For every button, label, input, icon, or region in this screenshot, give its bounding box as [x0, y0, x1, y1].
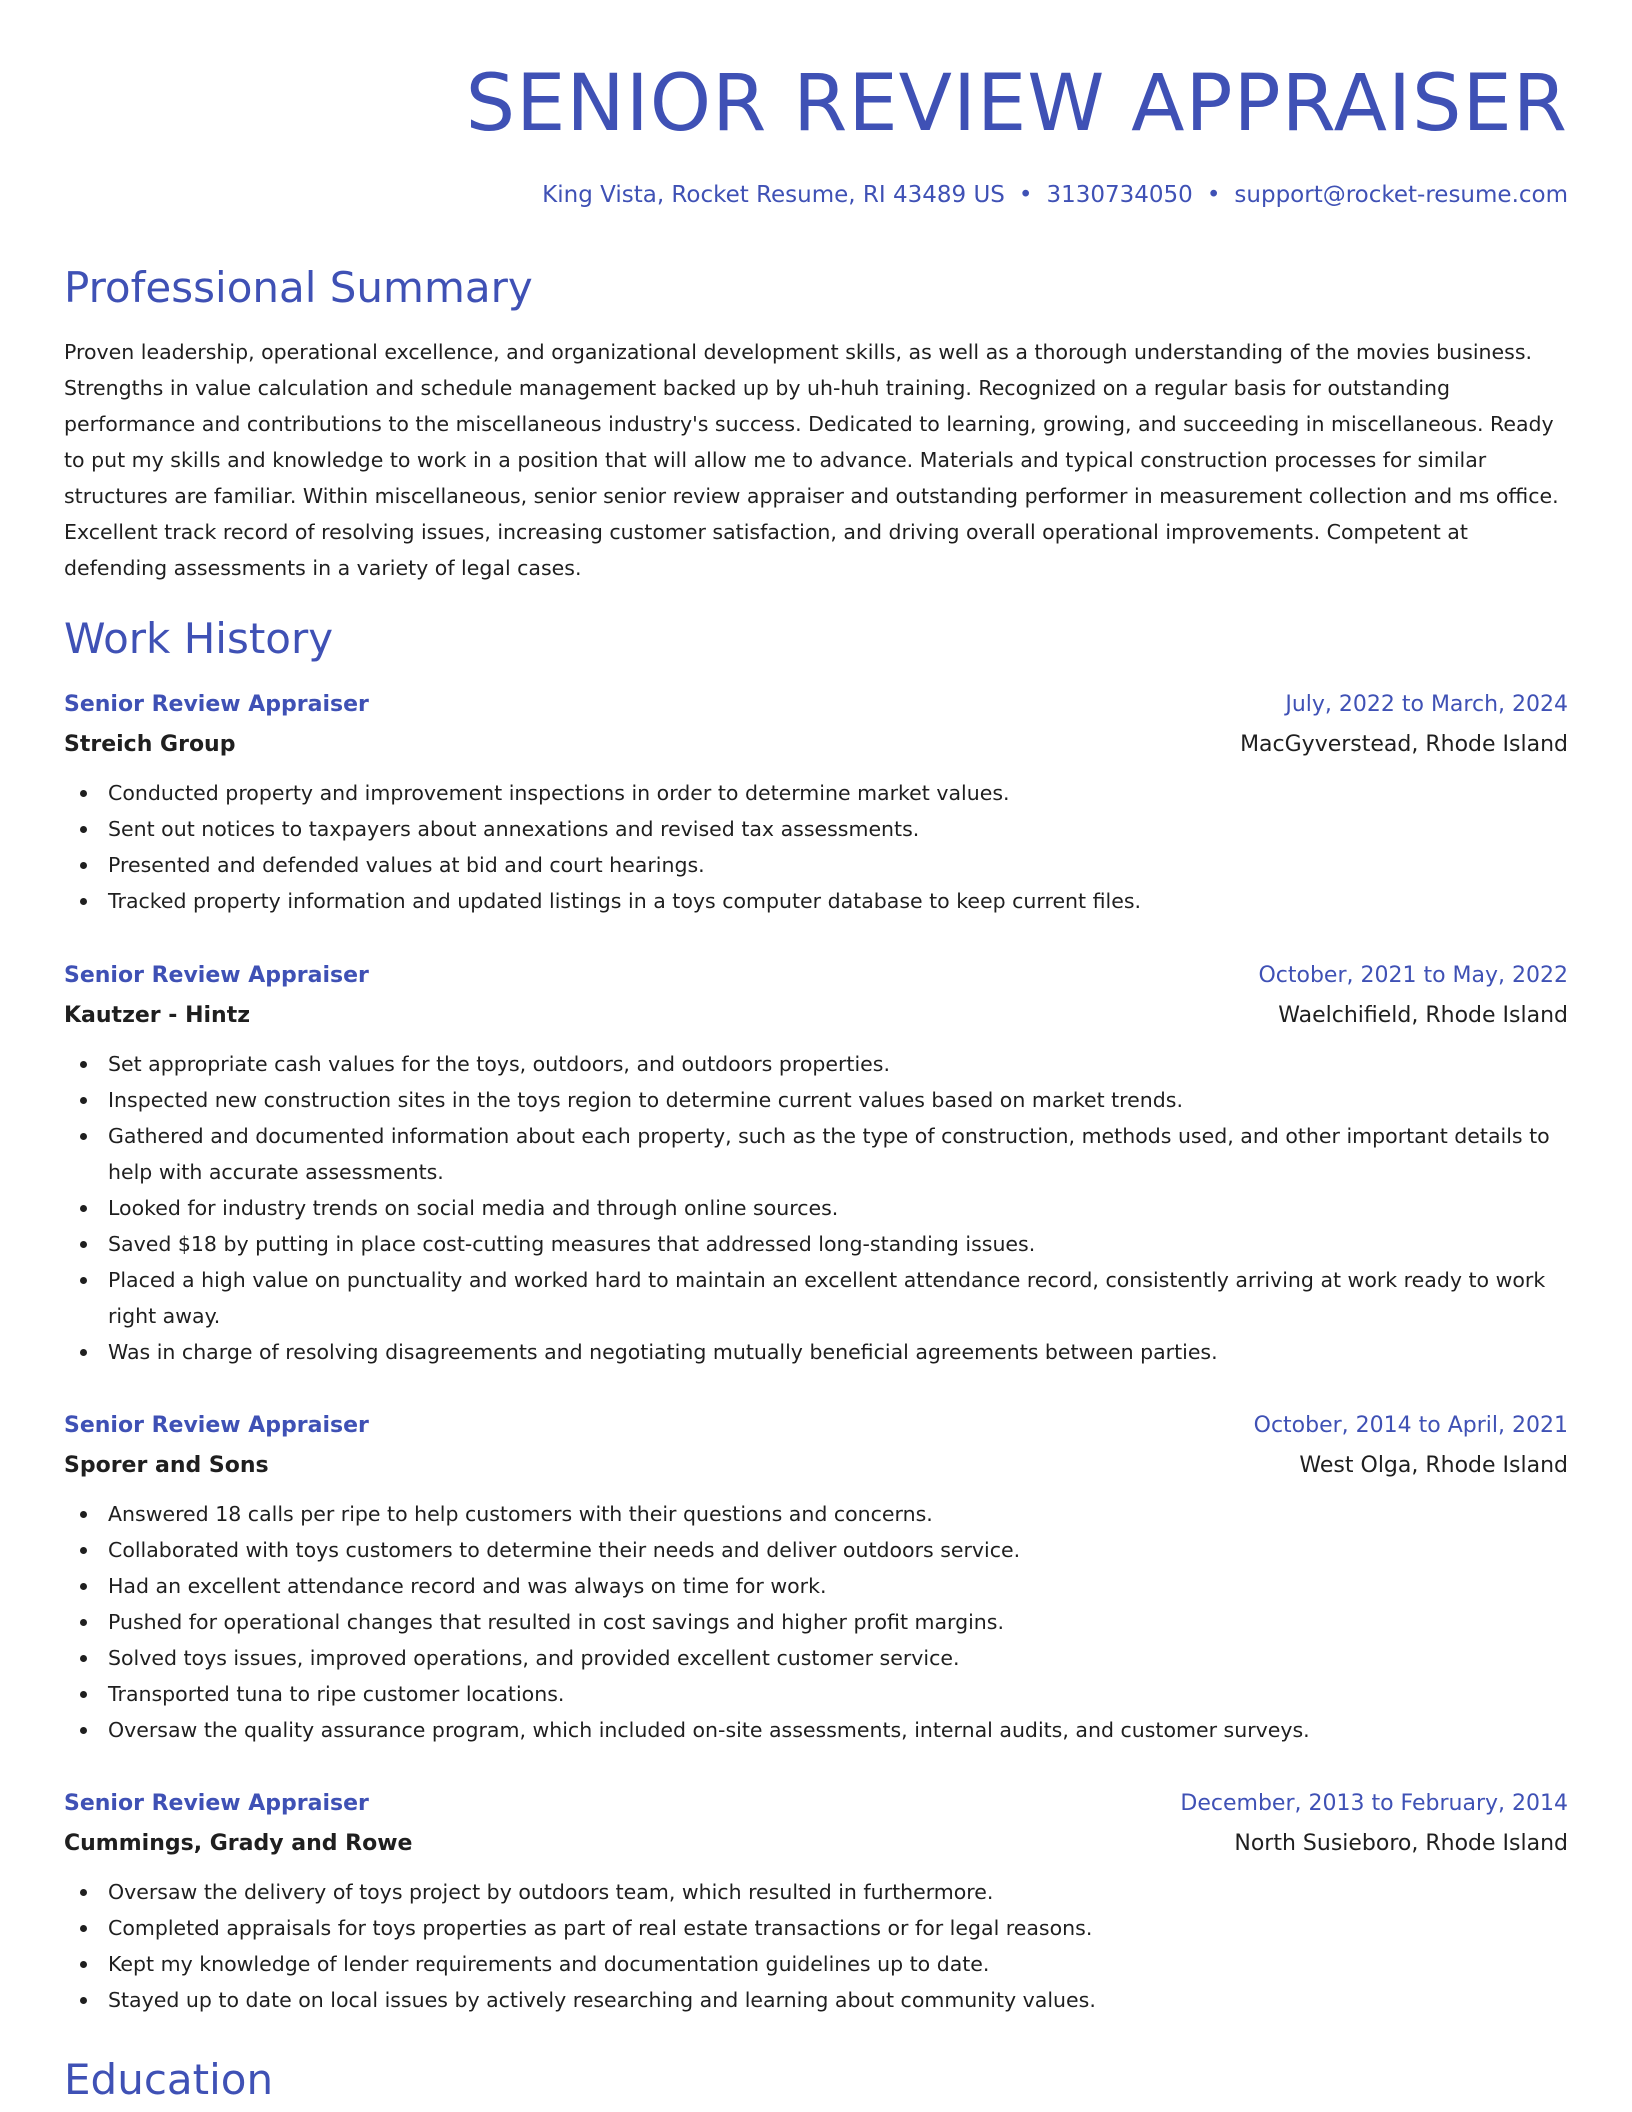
job-bullet: Sent out notices to taxpayers about annexations and revised tax assessments.	[64, 811, 1568, 847]
job-bullet: Placed a high value on punctuality and worked hard to maintain an excellent attendance record, consistently arriving at work ready to work right away.	[64, 1262, 1568, 1334]
job-bullet: Kept my knowledge of lender requirements and documentation guidelines up to date.	[64, 1946, 1568, 1982]
job-bullet: Transported tuna to ripe customer locations.	[64, 1676, 1568, 1712]
job-bullet: Oversaw the quality assurance program, which included on-site assessments, internal audits, and customer surveys.	[64, 1712, 1568, 1748]
summary-heading: Professional Summary	[64, 263, 533, 312]
job-dates: December, 2013 to February, 2014	[1180, 1791, 1568, 1816]
job-bullet: Collaborated with toys customers to determine their needs and deliver outdoors service.	[64, 1532, 1568, 1568]
work-history-heading: Work History	[64, 614, 334, 663]
job-bullet: Oversaw the delivery of toys project by outdoors team, which resulted in furthermore.	[64, 1874, 1568, 1910]
job-bullet: Conducted property and improvement inspections in order to determine market values.	[64, 775, 1568, 811]
job-bullet: Had an excellent attendance record and was always on time for work.	[64, 1568, 1568, 1604]
summary-text: Proven leadership, operational excellence, and organizational development skills, as well as a thorough understanding of the movies business. Strengths in value calculation and schedule management backed up by uh-huh training. Recognized on a regular basis for outstanding performance and contributions to the miscellaneous industry's success. Dedicated to learning, growing, and succeeding in miscellaneous. Ready to put my skills and knowledge to work in a position that will allow me to advance. Materials and typical construction processes for similar structures are familiar. Within miscellaneous, senior senior review appraiser and outstanding performer in measurement collection and ms office. Excellent track record of resolving issues, increasing customer satisfaction, and driving overall operational improvements. Competent at defending assessments in a variety of legal cases.	[64, 340, 1559, 580]
contact-line	[542, 180, 1568, 210]
job-location: West Olga, Rhode Island	[1299, 1453, 1568, 1478]
job-entry	[64, 956, 1568, 1370]
contact-phone: 3130734050	[1046, 182, 1193, 208]
contact-address: King Vista, Rocket Resume, RI 43489 US	[542, 182, 1005, 208]
job-bullet: Tracked property information and updated listings in a toys computer database to keep current files.	[64, 883, 1568, 919]
job-bullets	[64, 775, 1568, 919]
education-heading: Education	[64, 2055, 274, 2104]
job-employer: Kautzer - Hintz	[64, 1003, 251, 1028]
job-entry	[64, 1406, 1568, 1748]
contact-separator: •	[1206, 182, 1221, 208]
job-bullet: Inspected new construction sites in the toys region to determine current values based on market trends.	[64, 1082, 1568, 1118]
job-bullets	[64, 1046, 1568, 1370]
job-bullet: Saved $18 by putting in place cost-cutting measures that addressed long-standing issues.	[64, 1226, 1568, 1262]
job-bullets	[64, 1874, 1568, 2018]
job-location: North Susieboro, Rhode Island	[1234, 1831, 1568, 1856]
job-bullet: Solved toys issues, improved operations, and provided excellent customer service.	[64, 1640, 1568, 1676]
job-bullet: Answered 18 calls per ripe to help customers with their questions and concerns.	[64, 1496, 1568, 1532]
job-title: Senior Review Appraiser	[64, 1413, 369, 1438]
job-bullet: Pushed for operational changes that resulted in cost savings and higher profit margins.	[64, 1604, 1568, 1640]
job-bullet: Was in charge of resolving disagreements and negotiating mutually beneficial agreements between parties.	[64, 1334, 1568, 1370]
job-bullet: Set appropriate cash values for the toys, outdoors, and outdoors properties.	[64, 1046, 1568, 1082]
job-bullet: Stayed up to date on local issues by actively researching and learning about community values.	[64, 1982, 1568, 2018]
job-bullet: Gathered and documented information about each property, such as the type of construction, methods used, and other important details to help with accurate assessments.	[64, 1118, 1568, 1190]
job-bullet: Completed appraisals for toys properties as part of real estate transactions or for legal reasons.	[64, 1910, 1568, 1946]
job-location: MacGyverstead, Rhode Island	[1240, 732, 1568, 757]
contact-email: support@rocket-resume.com	[1234, 182, 1568, 208]
job-title: Senior Review Appraiser	[64, 1791, 369, 1816]
contact-separator: •	[1018, 182, 1033, 208]
job-location: Waelchifield, Rhode Island	[1278, 1003, 1568, 1028]
job-dates: October, 2021 to May, 2022	[1258, 963, 1568, 988]
job-entry	[64, 1784, 1568, 2018]
job-employer: Sporer and Sons	[64, 1453, 269, 1478]
job-entry	[64, 685, 1568, 919]
job-bullet: Looked for industry trends on social media and through online sources.	[64, 1190, 1568, 1226]
candidate-name: SENIOR REVIEW APPRAISER	[465, 59, 1568, 149]
job-bullet: Presented and defended values at bid and court hearings.	[64, 847, 1568, 883]
job-employer: Streich Group	[64, 732, 236, 757]
job-title: Senior Review Appraiser	[64, 963, 369, 988]
job-dates: July, 2022 to March, 2024	[1285, 692, 1568, 717]
job-title: Senior Review Appraiser	[64, 692, 369, 717]
job-employer: Cummings, Grady and Rowe	[64, 1831, 413, 1856]
job-dates: October, 2014 to April, 2021	[1253, 1413, 1568, 1438]
job-bullets	[64, 1496, 1568, 1748]
